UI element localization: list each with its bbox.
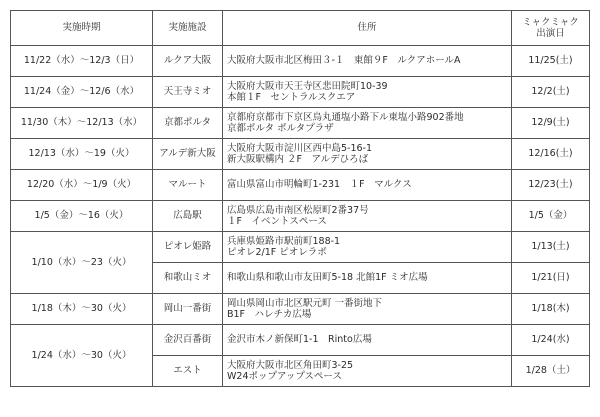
table-row [11, 294, 590, 325]
address-line: 金沢市木ノ新保町1-1 Rinto広場 [227, 334, 372, 346]
address-cell [223, 232, 512, 263]
event-schedule-table [10, 10, 590, 387]
address-line: 京都府京都市下京区烏丸通塩小路下ル東塩小路902番地 [227, 111, 464, 123]
address-cell [223, 294, 512, 325]
header-period: 実施時期 [11, 11, 153, 46]
appearance-date-cell: 1/13(土) [512, 232, 590, 263]
table-body [11, 46, 590, 387]
table-row [11, 77, 590, 108]
address-line: 兵庫県姫路市駅前町188-1 [227, 235, 341, 247]
appearance-date-cell: 1/21(日) [512, 263, 590, 294]
table-row [11, 232, 590, 263]
venue-cell: 岡山一番街 [153, 294, 223, 325]
table-row [11, 170, 590, 201]
venue-cell: エスト [153, 356, 223, 387]
table-row [11, 325, 590, 356]
address-line: 本館１F セントラルスクエア [227, 92, 356, 103]
address-line: 大阪府大阪市北区角田町3-25 [227, 359, 354, 371]
appearance-date-cell: 12/9(土) [512, 108, 590, 139]
venue-cell: アルデ新大阪 [153, 139, 223, 170]
header-address: 住所 [223, 11, 512, 46]
period-cell: 12/20（水）～1/9（火） [11, 170, 153, 201]
venue-cell: 天王寺ミオ [153, 77, 223, 108]
appearance-date-cell: 12/23(土) [512, 170, 590, 201]
period-cell: 12/13（水）～19（火） [11, 139, 153, 170]
address-line: １F イベントスペース [227, 216, 327, 227]
address-line: 大阪府大阪市北区梅田３-１ 東館９F ルクアホールA [227, 55, 461, 67]
period-cell: 1/18（木）～30（火） [11, 294, 153, 325]
address-cell [223, 108, 512, 139]
address-cell [223, 356, 512, 387]
period-cell: 11/30（木）～12/13（水） [11, 108, 153, 139]
period-cell: 1/10（水）～23（火） [11, 232, 153, 294]
period-cell: 1/24（水）～30（火） [11, 325, 153, 387]
table-header-row [11, 11, 590, 46]
address-line: 大阪府大阪市天王寺区悲田院町10-39 [227, 80, 388, 92]
address-line: 和歌山県和歌山市友田町5-18 北館1F ミオ広場 [227, 272, 428, 284]
venue-cell: 金沢百番街 [153, 325, 223, 356]
period-cell: 11/22（水）～12/3（日） [11, 46, 153, 77]
header-appearance-date [512, 11, 590, 46]
address-line: 富山県富山市明輪町1-231 １F マルクス [227, 179, 412, 191]
appearance-date-cell: 12/2(土) [512, 77, 590, 108]
period-cell: 11/24（金）～12/6（水） [11, 77, 153, 108]
address-cell [223, 139, 512, 170]
table-row [11, 201, 590, 232]
header-date-line2: 出演日 [536, 28, 565, 39]
appearance-date-cell: 11/25(土) [512, 46, 590, 77]
appearance-date-cell: 1/24(水) [512, 325, 590, 356]
appearance-date-cell: 12/16(土) [512, 139, 590, 170]
address-line: 京都ポルタ ポルタプラザ [227, 123, 334, 134]
address-line: 大阪府大阪市淀川区西中島5-16-1 [227, 142, 373, 154]
appearance-date-cell: 1/28（土） [512, 356, 590, 387]
venue-cell: ピオレ姫路 [153, 232, 223, 263]
appearance-date-cell: 1/18(木) [512, 294, 590, 325]
address-line: 広島県広島市南区松原町2番37号 [227, 204, 369, 216]
venue-cell: 京都ポルタ [153, 108, 223, 139]
appearance-date-cell: 1/5（金） [512, 201, 590, 232]
table-row [11, 46, 590, 77]
table-row [11, 139, 590, 170]
address-line: B1F ハレチカ広場 [227, 309, 312, 320]
address-cell [223, 325, 512, 356]
address-line: ピオレ2/1F ピオレラボ [227, 247, 327, 258]
venue-cell: ルクア大阪 [153, 46, 223, 77]
address-line: 新大阪駅構内 ２F アルデひろば [227, 154, 369, 165]
address-cell [223, 77, 512, 108]
table-row [11, 108, 590, 139]
address-cell [223, 263, 512, 294]
address-cell [223, 170, 512, 201]
address-line: 岡山県岡山市北区駅元町 一番街地下 [227, 297, 383, 309]
header-date-line1: ミャクミャク [522, 16, 579, 28]
venue-cell: マルート [153, 170, 223, 201]
header-venue: 実施施設 [153, 11, 223, 46]
venue-cell: 和歌山ミオ [153, 263, 223, 294]
address-cell [223, 201, 512, 232]
venue-cell: 広島駅 [153, 201, 223, 232]
period-cell: 1/5（金）～16（火） [11, 201, 153, 232]
address-line: W24ポップアップスペース [227, 371, 342, 382]
address-cell [223, 46, 512, 77]
